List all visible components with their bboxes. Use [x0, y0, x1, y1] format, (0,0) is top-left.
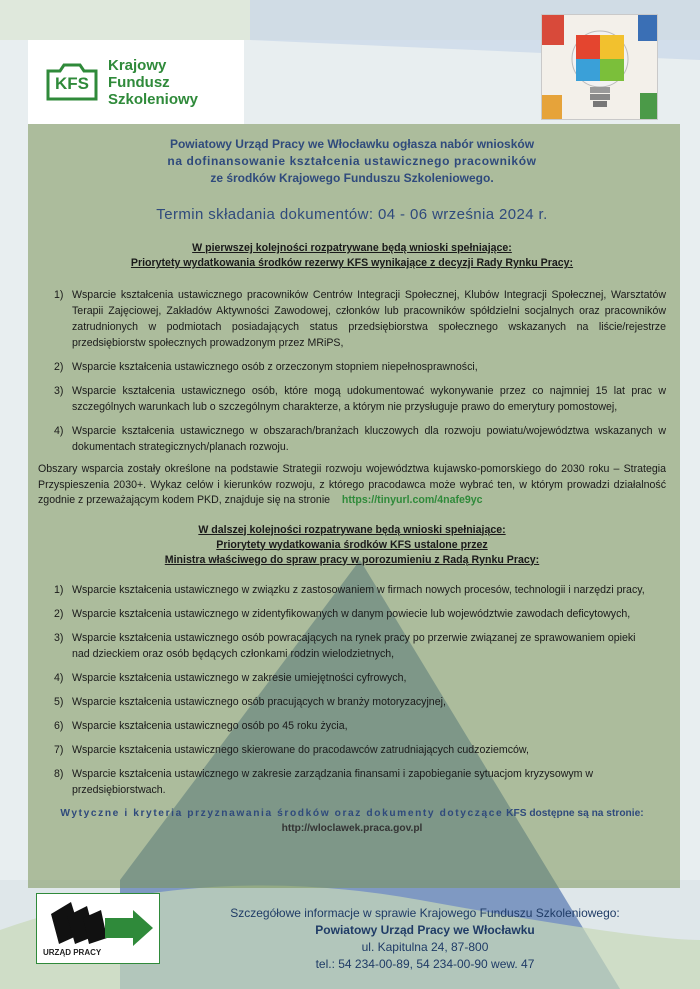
section-heading-line: Ministra właściwego do spraw pracy w porozumieniu z Radą Rynku Pracy:: [164, 553, 540, 566]
list-number: 3): [54, 631, 64, 644]
list-item: [38, 606, 666, 622]
guidelines-url[interactable]: http://wloclawek.praca.gov.pl: [281, 822, 423, 834]
list-number: 1): [54, 289, 64, 301]
announcement-line: Powiatowy Urząd Pracy we Włocławku ogłasza nabór wniosków: [169, 137, 535, 151]
contact-office-name: Powiatowy Urząd Pracy we Włocławku: [315, 923, 535, 937]
guidelines-text: Wytyczne i kryteria przyznawania środków oraz dokumenty dotyczące: [60, 807, 504, 819]
section-heading-line: W pierwszej kolejności rozpatrywane będą wnioski spełniające:: [192, 242, 512, 254]
list-text: Wsparcie kształcenia ustawicznego w zakresie zarządzania finansami i zapobieganie sytuacjom kryzysowym w przedsiębiorstwach.: [72, 767, 594, 796]
priority-list-2: [38, 582, 666, 798]
list-number: 5): [54, 695, 64, 708]
strategy-text: Obszary wsparcia zostały określone na podstawie Strategii rozwoju województwa kujawsko-pomorskiego do 2030 roku – Strategia Przyspieszenia 2030+. Wykaz celów i kierunków rozwoju, z którego pracodawca może wybrać ten, w którym prowadzi działalność zgodnie z przeważającym kodem PKD, znajduje się na stronie: [38, 463, 666, 506]
list-number: 1): [54, 583, 64, 596]
list-text: Wsparcie kształcenia ustawicznego osób po 45 roku życia,: [72, 719, 348, 732]
list-item: [38, 359, 666, 375]
list-number: 8): [54, 767, 64, 780]
list-number: 4): [54, 425, 64, 437]
list-number: 2): [54, 361, 64, 373]
kfs-full-name: [108, 57, 198, 108]
list-text: Wsparcie kształcenia ustawicznego w związku z zastosowaniem w firmach nowych procesów, technologii i narzędzi pracy,: [72, 583, 645, 596]
announcement-line: ze środków Krajowego Funduszu Szkoleniowego.: [210, 171, 494, 185]
contact-info: [190, 905, 660, 973]
guidelines-text-rest: KFS dostępne są na stronie:: [506, 807, 644, 819]
list-item: [38, 383, 666, 415]
priority-list-1: [38, 287, 666, 455]
list-item: [38, 423, 666, 455]
list-number: 4): [54, 671, 64, 684]
guidelines-note: [38, 806, 666, 836]
kfs-badge-icon: [46, 63, 98, 101]
list-item: [38, 718, 666, 734]
list-text: Wsparcie kształcenia ustawicznego osób z orzeczonym stopniem niepełnosprawności,: [72, 361, 478, 373]
section-heading-line: W dalszej kolejności rozpatrywane będą wnioski spełniające:: [198, 523, 506, 536]
list-text: Wsparcie kształcenia ustawicznego osób powracających na rynek pracy po przerwie związanej ze sprawowaniem opieki nad dzieckiem oraz osób będących członkami rodzin wielodzietnych,: [72, 631, 636, 660]
list-number: 7): [54, 743, 64, 756]
list-item: [38, 582, 666, 598]
announcement-title: [38, 136, 666, 187]
kfs-name-line: Krajowy: [108, 56, 167, 74]
urzad-pracy-logo: [36, 893, 160, 964]
priority-section-2-heading: [38, 523, 666, 568]
kfs-name-line: Szkoleniowy: [108, 90, 199, 108]
section-heading-line: Priorytety wydatkowania środków KFS ustalone przez: [216, 538, 488, 551]
contact-address: ul. Kapitulna 24, 87-800: [361, 940, 489, 954]
strategy-paragraph: [38, 462, 666, 509]
urzad-pracy-label: URZĄD PRACY: [43, 948, 102, 957]
list-item: [38, 766, 666, 798]
list-text: Wsparcie kształcenia ustawicznego osób pracujących w branży motoryzacyjnej,: [72, 695, 446, 708]
announcement-line: na dofinansowanie kształcenia ustawicznego pracowników: [167, 154, 537, 168]
list-item: [38, 670, 666, 686]
list-text: Wsparcie kształcenia ustawicznego pracowników Centrów Integracji Społecznej, Klubów Integracji Społecznej, Warsztatów Terapii Zajęciowej, Zakładów Aktywności Zawodowej, członków lub pracowników spółdzielni socjalnych oraz pracowników zatrudnionych w podmiotach posiadających status przedsiębiorstwa społecznego wskazanych na liście/rejestrze przedsiębiorstw społecznych prowadzonym przez MRiPS,: [72, 289, 666, 349]
list-number: 2): [54, 607, 64, 620]
list-item: [38, 630, 666, 662]
contact-line: Szczegółowe informacje w sprawie Krajowego Funduszu Szkoleniowego:: [230, 906, 620, 920]
kfs-abbr: KFS: [55, 74, 89, 93]
list-text: Wsparcie kształcenia ustawicznego w zakresie umiejętności cyfrowych,: [72, 671, 407, 684]
deadline-text: Termin składania dokumentów: 04 - 06 września 2024 r.: [156, 206, 548, 223]
list-item: [38, 742, 666, 758]
section-heading-line: Priorytety wydatkowania środków rezerwy KFS wynikające z decyzji Rady Rynku Pracy:: [130, 257, 574, 269]
strategy-link[interactable]: https://tinyurl.com/4nafe9yc: [341, 494, 483, 506]
list-text: Wsparcie kształcenia ustawicznego osób, które mogą udokumentować wykonywanie przez co najmniej 15 lat prac w szczególnych warunkach lub o szczególnym charakterze, a którym nie przysługuje prawo do emerytury pomostowej,: [72, 385, 666, 413]
list-number: 6): [54, 719, 64, 732]
list-item: [38, 694, 666, 710]
announcement-content: [28, 124, 680, 888]
kfs-logo: [28, 40, 244, 124]
kfs-name-line: Fundusz: [108, 73, 170, 91]
list-text: Wsparcie kształcenia ustawicznego w obszarach/branżach kluczowych dla rozwoju powiatu/województwa wskazanych w dokumentach strategicznych/planach rozwoju.: [72, 425, 666, 453]
list-number: 3): [54, 385, 64, 397]
contact-phone: tel.: 54 234-00-89, 54 234-00-90 wew. 47: [315, 957, 535, 971]
list-text: Wsparcie kształcenia ustawicznego w zidentyfikowanych w danym powiecie lub województwie zawodach deficytowych,: [72, 607, 631, 620]
list-item: [38, 287, 666, 351]
puzzle-lightbulb-image: [541, 14, 658, 120]
priority-section-1-heading: [38, 241, 666, 271]
list-text: Wsparcie kształcenia ustawicznego skierowane do pracodawców zatrudniających cudzoziemców,: [72, 743, 529, 756]
